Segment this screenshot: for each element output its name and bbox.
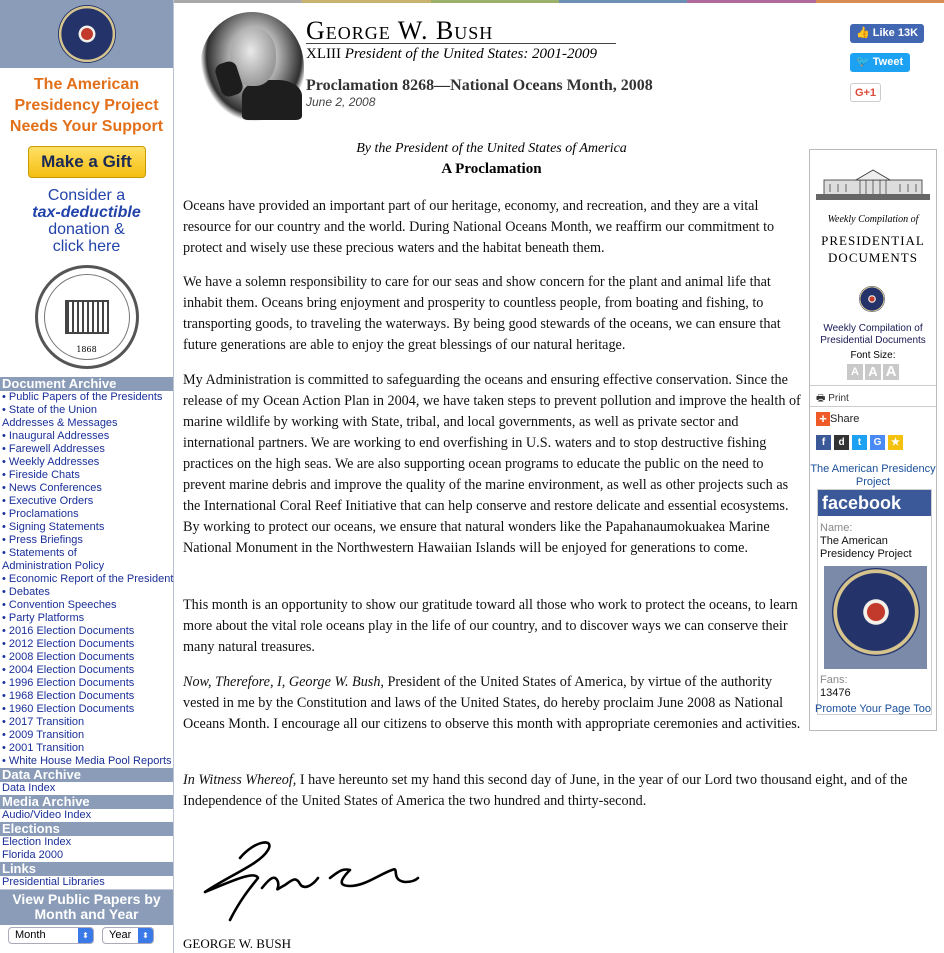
tweet-button[interactable]: 🐦 Tweet bbox=[850, 53, 910, 72]
left-sidebar bbox=[0, 0, 174, 953]
month-select[interactable]: Month ⬍ bbox=[8, 927, 94, 944]
data-archive-heading[interactable]: Data Archive bbox=[0, 768, 173, 782]
presidential-seal-icon[interactable] bbox=[58, 5, 116, 63]
font-size-buttons bbox=[847, 364, 899, 380]
view-public-papers-heading: View Public Papers by Month and Year bbox=[0, 890, 173, 925]
presidential-seal-icon bbox=[859, 286, 885, 312]
president-portrait bbox=[200, 12, 304, 122]
sidebar-item-convention-speeches[interactable]: • Convention Speeches bbox=[0, 599, 173, 612]
white-house-icon[interactable] bbox=[816, 164, 930, 200]
elections-heading[interactable]: Elections bbox=[0, 822, 173, 836]
twitter-bird-icon: 🐦 bbox=[856, 56, 870, 68]
book-icon bbox=[65, 300, 109, 334]
support-message[interactable]: The American Presidency Project Needs Your Support bbox=[9, 76, 164, 135]
share-icons-row bbox=[816, 435, 903, 450]
sidebar-item-inaugural-addresses[interactable]: • Inaugural Addresses bbox=[0, 430, 173, 443]
sidebar-item-addresses-messages[interactable]: Addresses & Messages bbox=[2, 417, 118, 429]
sidebar-item-2012-election[interactable]: • 2012 Election Documents bbox=[0, 638, 173, 651]
font-size-small-button[interactable]: A bbox=[847, 364, 863, 380]
thumbs-up-icon: 👍 bbox=[856, 27, 870, 39]
facebook-like-button[interactable]: 👍 Like 13K bbox=[850, 24, 924, 43]
twitter-share-icon[interactable]: t bbox=[852, 435, 867, 450]
paragraph-1: Oceans have provided an important part of our heritage, economy, and recreation, and they are a vital resource for our country and the world. During National Oceans Month, we reaffirm our commitment to protect and wisely use these precious waters and the habitat beneath them. bbox=[183, 198, 775, 256]
month-year-selectors bbox=[0, 925, 173, 946]
plus-icon: + bbox=[816, 412, 830, 426]
sidebar-item-2008-election[interactable]: • 2008 Election Documents bbox=[0, 651, 173, 664]
facebook-page-image[interactable] bbox=[824, 566, 927, 669]
sidebar-item-public-papers[interactable]: • Public Papers of the Presidents bbox=[0, 391, 173, 404]
document-archive-list bbox=[0, 391, 173, 768]
document-archive-heading[interactable]: Document Archive bbox=[0, 377, 173, 391]
digg-share-icon[interactable]: d bbox=[834, 435, 849, 450]
select-arrows-icon: ⬍ bbox=[78, 928, 93, 943]
sidebar-item-state-of-the-union[interactable]: • State of the Union bbox=[0, 404, 173, 417]
top-color-strip bbox=[174, 0, 944, 3]
sidebar-item-administration-policy[interactable]: Administration Policy bbox=[2, 560, 105, 572]
sidebar-item-news-conferences[interactable]: • News Conferences bbox=[0, 482, 173, 495]
sidebar-item-party-platforms[interactable]: • Party Platforms bbox=[0, 612, 173, 625]
links-heading[interactable]: Links bbox=[0, 862, 173, 876]
signature-image bbox=[200, 830, 420, 930]
elections-list bbox=[0, 836, 173, 862]
google-share-icon[interactable]: G bbox=[870, 435, 885, 450]
proclamation-heading: A Proclamation bbox=[441, 161, 542, 177]
weekly-compilation-caption[interactable]: Weekly Compilation of Presidential Documents bbox=[820, 323, 926, 346]
sidebar-item-executive-orders[interactable]: • Executive Orders bbox=[0, 495, 173, 508]
right-widget-panel bbox=[809, 149, 937, 731]
widget-divider bbox=[810, 385, 936, 386]
sidebar-item-florida-2000[interactable]: Florida 2000 bbox=[2, 849, 64, 861]
paragraph-2: We have a solemn responsibility to care for our seas and show concern for the plant and animal life that inhabit them. Oceans bring enjoyment and prosperity to countless people, from boating and fishing, to transporting goods, to traveling the waterways. By being good stewards of the oceans, we can ensure that future generations are able to enjoy the great blessings of our natural heritage. bbox=[183, 274, 781, 353]
sidebar-item-2009-transition[interactable]: • 2009 Transition bbox=[0, 729, 173, 742]
sidebar-item-weekly-addresses[interactable]: • Weekly Addresses bbox=[0, 456, 173, 469]
document-date: June 2, 2008 bbox=[306, 95, 376, 109]
facebook-page-name[interactable]: The American Presidency Project bbox=[820, 535, 912, 560]
presidential-documents-title[interactable]: PRESIDENTIAL DOCUMENTS bbox=[821, 233, 925, 265]
paragraph-3: My Administration is committed to safeguarding the oceans and ensuring effective conservation. Since the release of my Ocean Action Plan in 2004, we have taken steps to prevent pollution and improve the health of marine wildlife by working with State, tribal, and local governments, as well as private sector and international partners. We are working to end overfishing in U.S. waters and to stop destructive fishing practices on the high seas. We are also supporting ocean programs to educate the public on the need to prevent marine debris and improve the quality of the marine environment, as well as other projects such as the International Coral Reef Initiative that can help conserve and restore delicate and essential ecosystems. By working to protect our oceans, we ensure that natural wonders like the Papahanaumokuakea Marine National Monument in the Northwestern Hawaiian Islands will be enjoyed for generations to come. bbox=[183, 372, 801, 556]
paragraph-6: In Witness Whereof, I have hereunto set my hand this second day of June, in the year of our Lord two thousand eight, and of the Independence of the United States of America the two hundred and thirty-second. bbox=[183, 772, 908, 809]
sidebar-item-data-index[interactable]: Data Index bbox=[2, 782, 56, 794]
sidebar-item-2017-transition[interactable]: • 2017 Transition bbox=[0, 716, 173, 729]
printer-icon: 🖶 bbox=[816, 393, 826, 404]
sidebar-item-farewell-addresses[interactable]: • Farewell Addresses bbox=[0, 443, 173, 456]
widget-divider bbox=[810, 406, 936, 407]
tap-facebook-link[interactable]: The American Presidency Project bbox=[810, 463, 936, 488]
sidebar-item-press-briefings[interactable]: • Press Briefings bbox=[0, 534, 173, 547]
facebook-fans-label: Fans: bbox=[820, 674, 848, 686]
facebook-name-label: Name: bbox=[820, 522, 853, 534]
sidebar-item-1968-election[interactable]: • 1968 Election Documents bbox=[0, 690, 173, 703]
proclamation-by-line: By the President of the United States of America bbox=[356, 141, 627, 156]
media-archive-heading[interactable]: Media Archive bbox=[0, 795, 173, 809]
presidential-seal-icon bbox=[832, 568, 920, 656]
paragraph-5: Now, Therefore, I, George W. Bush, President of the United States of America, by virtue of the authority vested in me by the Constitution and laws of the United States, do hereby proclaim June 2008 as National Oceans Month. I encourage all our citizens to observe this month with appropriate ceremonies and activities. bbox=[183, 674, 801, 732]
favorites-star-icon[interactable]: ★ bbox=[888, 435, 903, 450]
document-title: Proclamation 8268—National Oceans Month, 2008 bbox=[306, 77, 653, 94]
paragraph-4: This month is an opportunity to show our gratitude toward all those who work to protect the oceans, to learn more about the vital role oceans play in the life of our country, and to discover ways we can conserve their many natural treasures. bbox=[183, 597, 798, 655]
sidebar-item-fireside-chats[interactable]: • Fireside Chats bbox=[0, 469, 173, 482]
donation-link[interactable]: Consider a tax-deductible donation & click here bbox=[32, 187, 141, 255]
print-link[interactable]: 🖶 Print bbox=[816, 393, 849, 404]
sidebar-item-debates[interactable]: • Debates bbox=[0, 586, 173, 599]
signer-name: GEORGE W. BUSH bbox=[183, 936, 291, 951]
share-link[interactable]: + Share bbox=[816, 412, 859, 426]
name-underline bbox=[306, 43, 616, 44]
year-select[interactable]: Year ⬍ bbox=[102, 927, 154, 944]
president-name[interactable]: George W. Bush bbox=[306, 16, 494, 45]
facebook-share-icon[interactable]: f bbox=[816, 435, 831, 450]
google-plus-button[interactable]: G+1 bbox=[850, 83, 881, 102]
president-subtitle: XLIII President of the United States: 2001-2009 bbox=[306, 46, 598, 62]
sidebar-seal-banner bbox=[0, 0, 173, 68]
uc-seal-year: 1868 bbox=[76, 345, 97, 354]
sidebar-item-election-index[interactable]: Election Index bbox=[2, 836, 72, 848]
university-of-california-seal-icon[interactable] bbox=[35, 265, 139, 369]
sidebar-item-economic-report[interactable]: • Economic Report of the President bbox=[0, 573, 173, 586]
font-size-medium-button[interactable]: A bbox=[865, 364, 881, 380]
facebook-fans-count: 13476 bbox=[820, 687, 851, 699]
sidebar-item-1996-election[interactable]: • 1996 Election Documents bbox=[0, 677, 173, 690]
facebook-page-box bbox=[817, 489, 932, 715]
sidebar-item-2001-transition[interactable]: • 2001 Transition bbox=[0, 742, 173, 755]
sidebar-item-proclamations[interactable]: • Proclamations bbox=[0, 508, 173, 521]
sidebar-item-media-pool-reports[interactable]: • White House Media Pool Reports bbox=[0, 755, 173, 768]
sidebar-item-1960-election[interactable]: • 1960 Election Documents bbox=[0, 703, 173, 716]
facebook-logo[interactable]: facebook bbox=[818, 490, 931, 516]
make-a-gift-button[interactable]: Make a Gift bbox=[28, 146, 146, 178]
sidebar-item-statements-of[interactable]: • Statements of bbox=[0, 547, 173, 560]
sidebar-item-audio-video-index[interactable]: Audio/Video Index bbox=[2, 809, 92, 821]
links-list bbox=[0, 876, 173, 889]
sidebar-item-signing-statements[interactable]: • Signing Statements bbox=[0, 521, 173, 534]
font-size-large-button[interactable]: A bbox=[883, 364, 899, 380]
select-arrows-icon: ⬍ bbox=[138, 928, 153, 943]
sidebar-item-2016-election[interactable]: • 2016 Election Documents bbox=[0, 625, 173, 638]
weekly-compilation-title[interactable]: Weekly Compilation of bbox=[827, 214, 919, 225]
promote-page-link[interactable]: Promote Your Page Too bbox=[815, 703, 931, 715]
sidebar-item-presidential-libraries[interactable]: Presidential Libraries bbox=[2, 876, 105, 888]
sidebar-item-2004-election[interactable]: • 2004 Election Documents bbox=[0, 664, 173, 677]
font-size-label: Font Size: bbox=[850, 350, 896, 361]
